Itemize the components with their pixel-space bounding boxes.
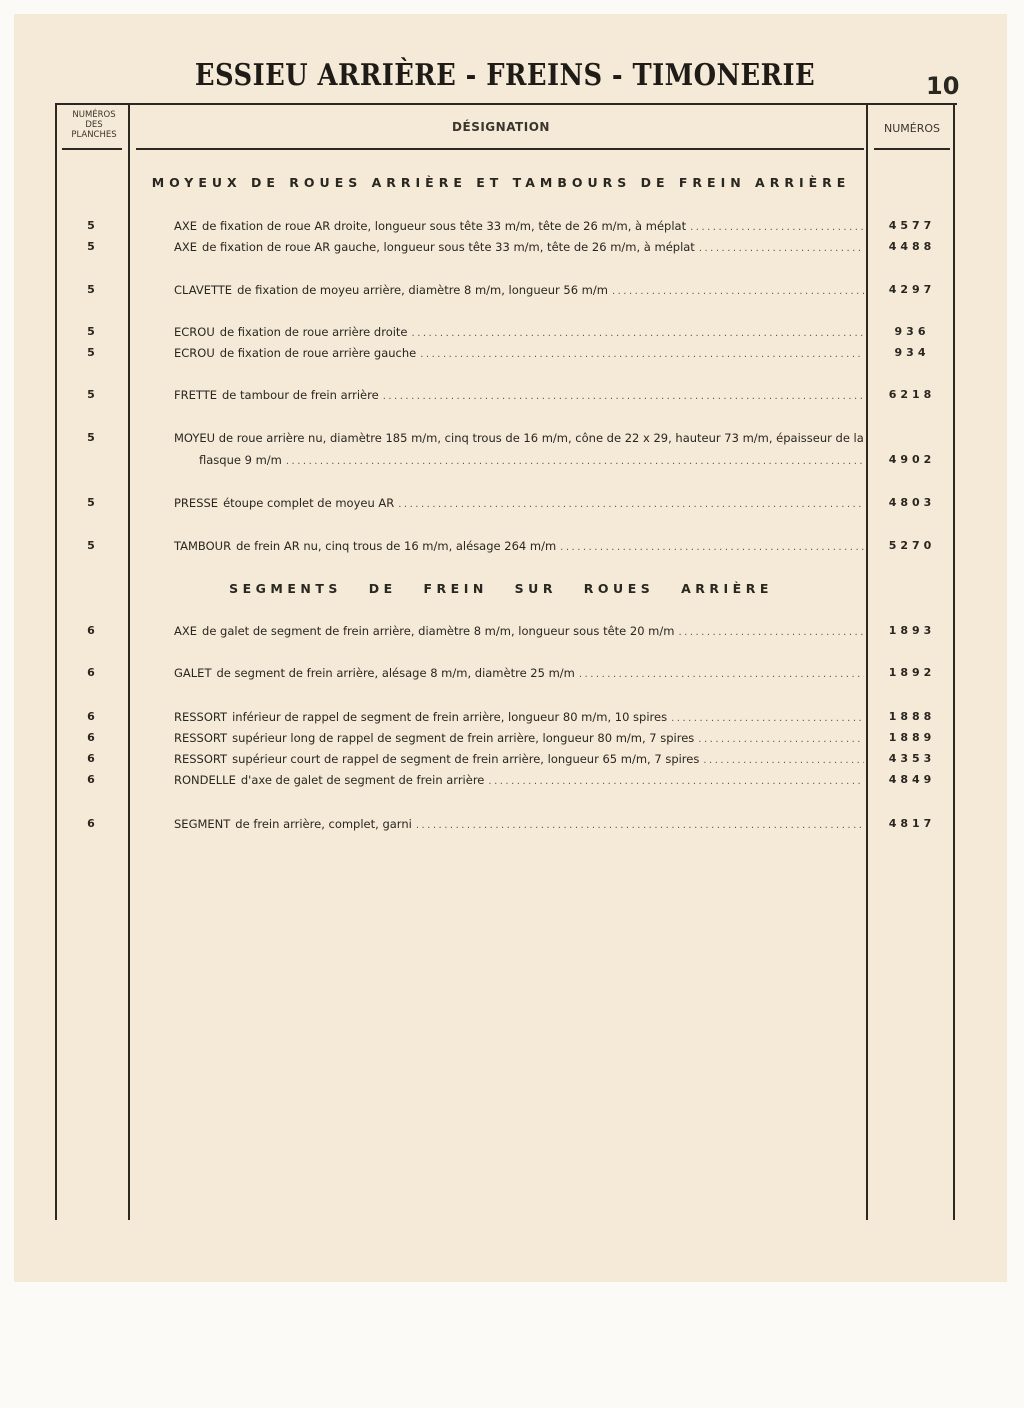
part-number: 4849 bbox=[888, 773, 936, 786]
planche-number: 5 bbox=[87, 539, 95, 552]
section-title-moyeux: MOYEUX DE ROUES ARRIÈRE ET TAMBOURS DE FREIN ARRIÈRE bbox=[151, 175, 851, 190]
planches-header-rule bbox=[62, 148, 122, 150]
designation: MOYEU de roue arrière nu, diamètre 185 m/m, cinq trous de 16 m/m, cône de 22 x 29, hauteur 73 m/m, épaisseur de la bbox=[174, 431, 864, 445]
right-border-rule bbox=[953, 103, 955, 1220]
part-number: 4577 bbox=[888, 219, 936, 232]
designation: RONDELLE d'axe de galet de segment de frein arrière ..... bbox=[174, 773, 864, 787]
part-number: 4297 bbox=[888, 283, 936, 296]
page-number: 10 bbox=[926, 72, 960, 100]
designation-header-rule bbox=[136, 148, 864, 150]
designation: RESSORT supérieur court de rappel de segment de frein arrière, longueur 65 m/m, 7 spires ..... bbox=[174, 752, 864, 766]
part-number: 934 bbox=[894, 346, 930, 359]
numeros-column-header: NUMÉROS bbox=[883, 122, 940, 135]
designation: ECROU de fixation de roue arrière droite ..... bbox=[174, 325, 864, 339]
planche-number: 5 bbox=[87, 496, 95, 509]
planche-number: 6 bbox=[87, 710, 95, 723]
part-number: 1893 bbox=[888, 624, 936, 637]
part-number: 4488 bbox=[888, 240, 936, 253]
planche-number: 6 bbox=[87, 773, 95, 786]
planche-number: 5 bbox=[87, 283, 95, 296]
designation-continuation: flasque 9 m/m ..... bbox=[199, 453, 864, 467]
planche-number: 5 bbox=[87, 325, 95, 338]
planche-number: 6 bbox=[87, 731, 95, 744]
part-number: 4803 bbox=[888, 496, 936, 509]
part-number: 4902 bbox=[888, 453, 936, 466]
planche-number: 6 bbox=[87, 752, 95, 765]
part-number: 1892 bbox=[888, 666, 936, 679]
designation: TAMBOUR de frein AR nu, cinq trous de 16 m/m, alésage 264 m/m ..... bbox=[174, 539, 864, 553]
left-border-rule bbox=[55, 103, 57, 1220]
designation: ECROU de fixation de roue arrière gauche ..... bbox=[174, 346, 864, 360]
part-number: 4817 bbox=[888, 817, 936, 830]
planche-number: 5 bbox=[87, 240, 95, 253]
planche-number: 6 bbox=[87, 624, 95, 637]
part-number: 4353 bbox=[888, 752, 936, 765]
page-title: ESSIEU ARRIÈRE - FREINS - TIMONERIE bbox=[194, 58, 816, 93]
numeros-column-rule bbox=[866, 103, 868, 1220]
designation: GALET de segment de frein arrière, alésage 8 m/m, diamètre 25 m/m ..... bbox=[174, 666, 864, 680]
designation: CLAVETTE de fixation de moyeu arrière, diamètre 8 m/m, longueur 56 m/m ..... bbox=[174, 283, 864, 297]
planche-number: 6 bbox=[87, 666, 95, 679]
designation: RESSORT inférieur de rappel de segment de frein arrière, longueur 80 m/m, 10 spires ..... bbox=[174, 710, 864, 724]
planche-number: 5 bbox=[87, 346, 95, 359]
designation: PRESSE étoupe complet de moyeu AR ..... bbox=[174, 496, 864, 510]
designation: AXE de fixation de roue AR gauche, longueur sous tête 33 m/m, tête de 26 m/m, à méplat ..... bbox=[174, 240, 864, 254]
header-top-rule bbox=[55, 103, 957, 105]
part-number: 936 bbox=[894, 325, 930, 338]
designation: RESSORT supérieur long de rappel de segment de frein arrière, longueur 80 m/m, 7 spires ..... bbox=[174, 731, 864, 745]
part-number: 1889 bbox=[888, 731, 936, 744]
planche-number: 5 bbox=[87, 431, 95, 444]
designation-column-header: DÉSIGNATION bbox=[452, 120, 550, 134]
numeros-header-rule bbox=[874, 148, 950, 150]
planche-number: 6 bbox=[87, 817, 95, 830]
planche-number: 5 bbox=[87, 219, 95, 232]
designation: AXE de galet de segment de frein arrière, diamètre 8 m/m, longueur sous tête 20 m/m ..... bbox=[174, 624, 864, 638]
part-number: 1888 bbox=[888, 710, 936, 723]
section-title-segments: SEGMENTS DE FREIN SUR ROUES ARRIÈRE bbox=[229, 581, 773, 596]
catalog-page bbox=[14, 14, 1007, 1282]
planche-number: 5 bbox=[87, 388, 95, 401]
designation: AXE de fixation de roue AR droite, longueur sous tête 33 m/m, tête de 26 m/m, à méplat ..... bbox=[174, 219, 864, 233]
designation: SEGMENT de frein arrière, complet, garni ..... bbox=[174, 817, 864, 831]
planches-column-rule bbox=[128, 103, 130, 1220]
planches-column-header: NUMÉROS DES PLANCHES bbox=[71, 110, 117, 140]
designation: FRETTE de tambour de frein arrière ..... bbox=[174, 388, 864, 402]
part-number: 5270 bbox=[888, 539, 936, 552]
part-number: 6218 bbox=[888, 388, 936, 401]
